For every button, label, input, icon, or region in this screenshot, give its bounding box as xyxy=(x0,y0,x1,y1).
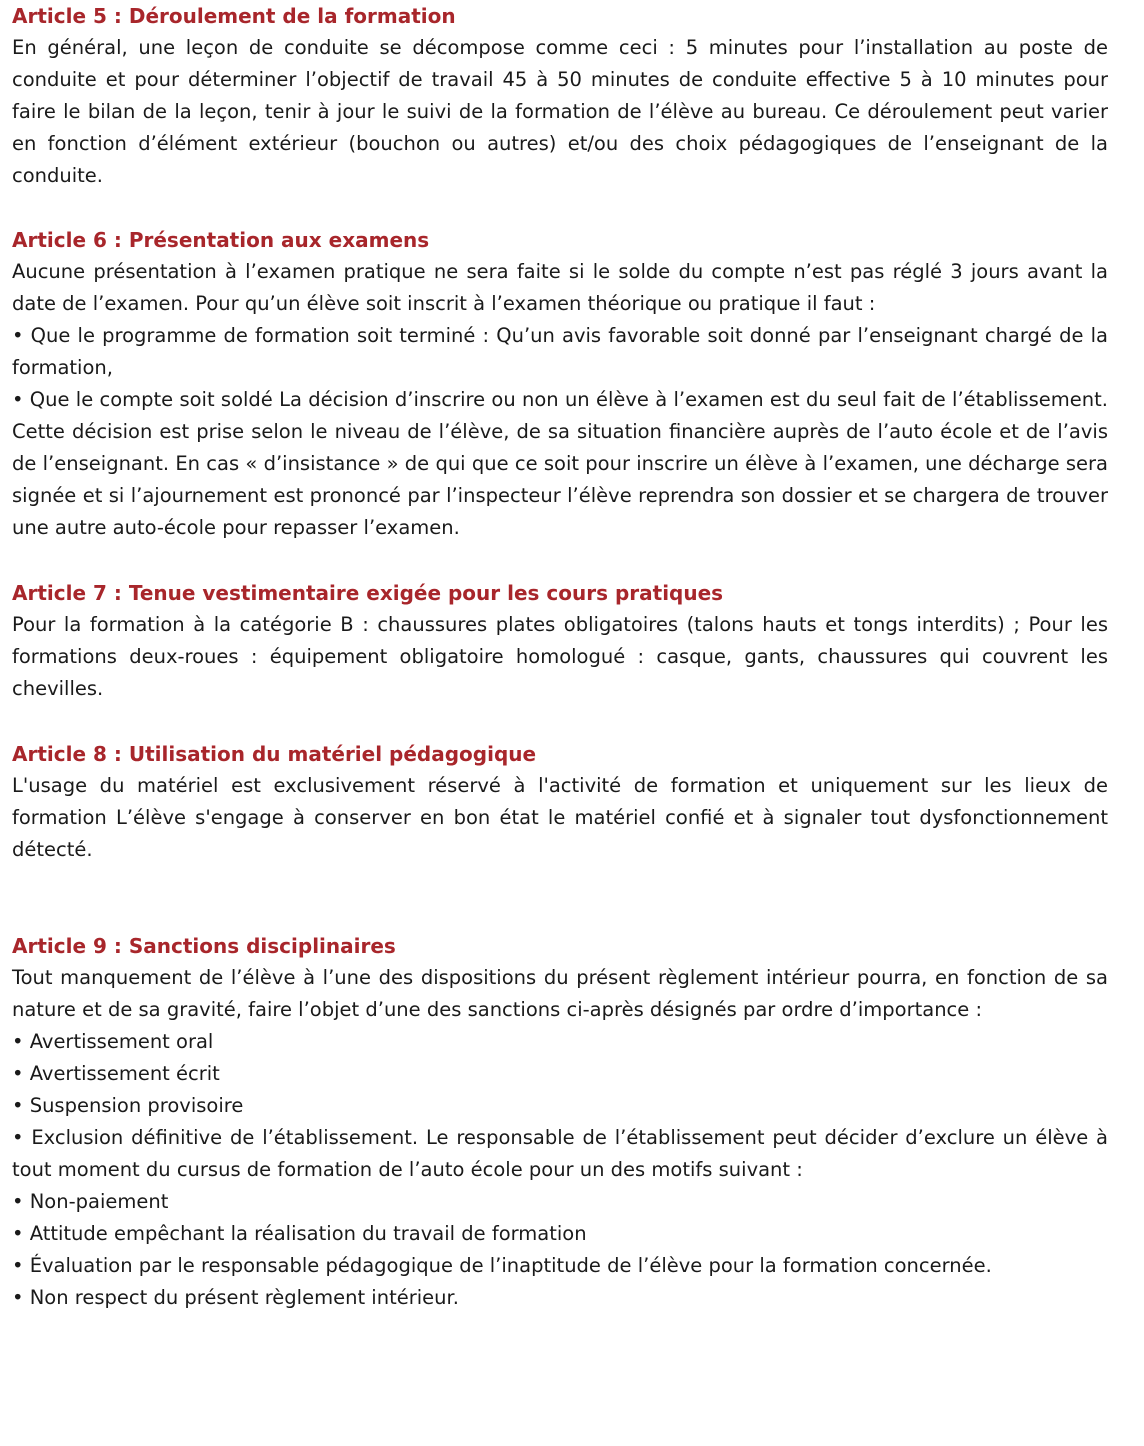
article-9-bullet: • Non-paiement xyxy=(12,1190,169,1213)
article-9 xyxy=(12,930,1108,1314)
article-6-paragraph: Aucune présentation à l’examen pratique ne sera faite si le solde du compte n’est pas réglé 3 jours avant la date de l’examen. Pour qu’un élève soit inscrit à l’examen théorique ou pratique il faut : xyxy=(12,260,1108,315)
article-9-bullet: • Exclusion définitive de l’établissement. Le responsable de l’établissement peut décider d’exclure un élève à tout moment du cursus de formation de l’auto école pour un des motifs suivant : xyxy=(12,1126,1108,1181)
article-9-bullet: • Avertissement oral xyxy=(12,1030,214,1053)
article-8 xyxy=(12,738,1108,866)
article-9-bullet: • Suspension provisoire xyxy=(12,1094,244,1117)
article-9-bullet: • Évaluation par le responsable pédagogique de l’inaptitude de l’élève pour la formation concernée. xyxy=(12,1254,992,1277)
article-9-bullet: • Non respect du présent règlement intérieur. xyxy=(12,1286,459,1309)
article-5 xyxy=(12,0,1108,192)
article-8-paragraph: L'usage du matériel est exclusivement réservé à l'activité de formation et uniquement sur les lieux de formation L’élève s'engage à conserver en bon état le matériel confié et à signaler tout dysfonctionnement détecté. xyxy=(12,774,1108,861)
article-9-paragraph: Tout manquement de l’élève à l’une des dispositions du présent règlement intérieur pourra, en fonction de sa nature et de sa gravité, faire l’objet d’une des sanctions ci-après désignés par ordre d’importance : xyxy=(12,966,1108,1021)
article-5-heading: Article 5 : Déroulement de la formation xyxy=(12,4,456,28)
article-7-heading: Article 7 : Tenue vestimentaire exigée pour les cours pratiques xyxy=(12,581,724,605)
article-7-paragraph: Pour la formation à la catégorie B : chaussures plates obligatoires (talons hauts et tongs interdits) ; Pour les formations deux-roues : équipement obligatoire homologué : casque, gants, chaussures qui couvrent les chevilles. xyxy=(12,613,1108,700)
article-7 xyxy=(12,577,1108,705)
article-6-bullet: • Que le compte soit soldé La décision d’inscrire ou non un élève à l’examen est du seul fait de l’établissement. Cette décision est prise selon le niveau de l’élève, de sa situation financière auprès de l’auto école et de l’avis de l’enseignant. En cas « d’insistance » de qui que ce soit pour inscrire un élève à l’examen, une décharge sera signée et si l’ajournement est prononcé par l’inspecteur l’élève reprendra son dossier et se chargera de trouver une autre auto-école pour repasser l’examen. xyxy=(12,388,1108,539)
article-8-heading: Article 8 : Utilisation du matériel pédagogique xyxy=(12,742,537,766)
article-6-bullet: • Que le programme de formation soit terminé : Qu’un avis favorable soit donné par l’enseignant chargé de la formation, xyxy=(12,324,1108,379)
article-9-heading: Article 9 : Sanctions disciplinaires xyxy=(12,934,396,958)
article-6 xyxy=(12,224,1108,544)
article-9-bullet: • Avertissement écrit xyxy=(12,1062,220,1085)
article-6-heading: Article 6 : Présentation aux examens xyxy=(12,228,430,252)
article-5-paragraph: En général, une leçon de conduite se décompose comme ceci : 5 minutes pour l’installation au poste de conduite et pour déterminer l’objectif de travail 45 à 50 minutes de conduite effective 5 à 10 minutes pour faire le bilan de la leçon, tenir à jour le suivi de la formation de l’élève au bureau. Ce déroulement peut varier en fonction d’élément extérieur (bouchon ou autres) et/ou des choix pédagogiques de l’enseignant de la conduite. xyxy=(12,36,1108,187)
article-9-bullet: • Attitude empêchant la réalisation du travail de formation xyxy=(12,1222,587,1245)
